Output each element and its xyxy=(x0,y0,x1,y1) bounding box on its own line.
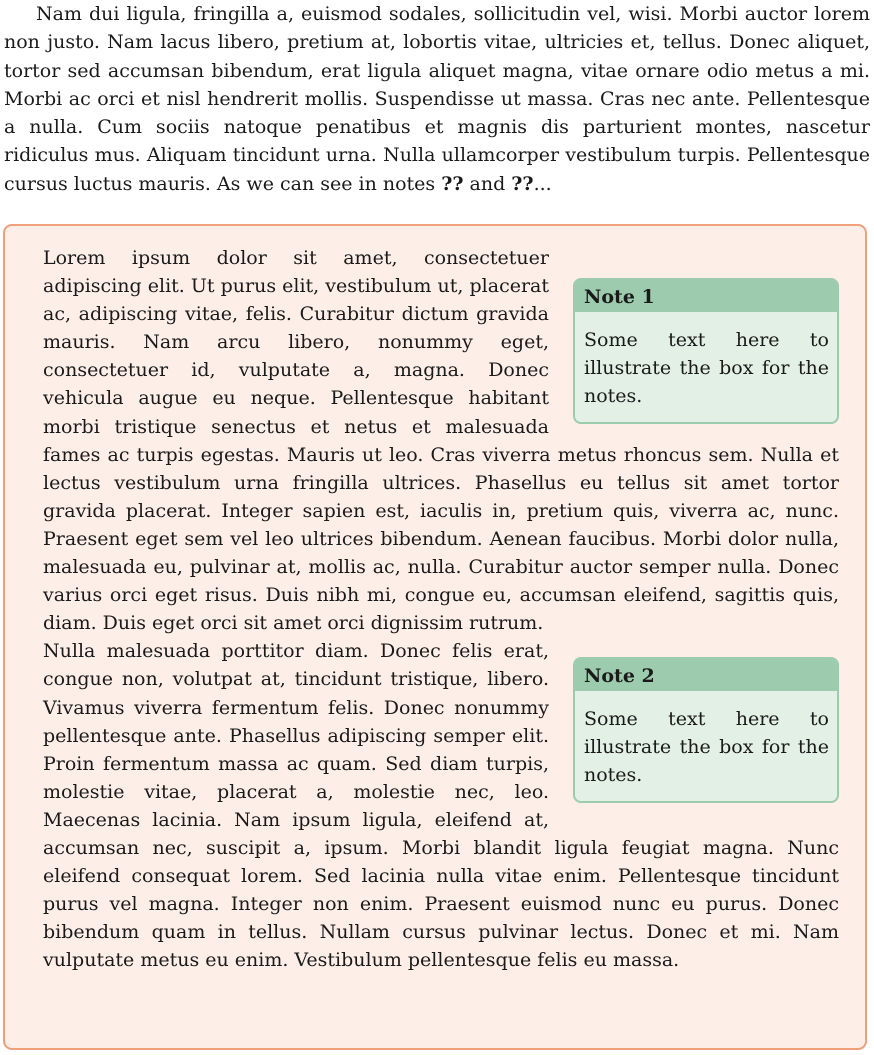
note-reference-2[interactable]: ?? xyxy=(511,172,534,195)
note-box-1 xyxy=(573,278,839,424)
highlight-box-content xyxy=(43,244,839,974)
note-title-2: Note 2 xyxy=(575,659,837,691)
highlight-box xyxy=(3,224,867,1050)
intro-text: Nam dui ligula, fringilla a, euismod sodales, sollicitudin vel, wisi. Morbi auctor lorem non justo. Nam lacus libero, pretium at, lobortis vitae, ultricies et, tellus. Donec aliquet, tortor sed accumsan bibendum, erat ligula aliquet magna, vitae ornare odio metus a mi. Morbi ac orci et nisl hendrerit mollis. Suspendisse ut massa. Cras nec ante. Pellentesque a nulla. Cum sociis natoque penatibus et magnis dis parturient montes, nascetur ridiculus mus. Aliquam tincidunt urna. Nulla ullamcorper vestibulum turpis. Pellentesque cursus luctus mauris. As we can see in notes xyxy=(4,3,870,195)
note-reference-1[interactable]: ?? xyxy=(441,172,464,195)
intro-paragraph xyxy=(4,0,870,198)
intro-conjunction: and xyxy=(463,172,512,195)
note-title-1: Note 1 xyxy=(575,280,837,312)
note-box-2 xyxy=(573,657,839,803)
intro-ellipsis: ... xyxy=(533,172,552,195)
box-paragraph-1: Lorem ipsum dolor sit amet, consectetuer adipiscing elit. Ut purus elit, vestibulum ut, placerat ac, adipiscing vitae, felis. Curabitur dictum gravida mauris. Nam arcu libero, nonummy eget, consectetuer id, vulputate a, magna. Donec vehicula augue eu neque. Pellentesque habitant morbi tristique senectus et netus et malesuada fames ac turpis egestas. Mauris ut leo. Cras viverra metus rhoncus sem. Nulla et lectus vestibulum urna fringilla ultrices. Phasellus eu tellus sit amet tortor gravida placerat. Integer sapien est, iaculis in, pretium quis, viverra ac, nunc. Praesent eget sem vel leo ultrices bibendum. Aenean faucibus. Morbi dolor nulla, malesuada eu, pulvinar at, mollis ac, nulla. Curabitur auctor semper nulla. Donec varius orci eget risus. Duis nibh mi, congue eu, accumsan eleifend, sagittis quis, diam. Duis eget orci sit amet orci dignissim rutrum. xyxy=(43,247,839,635)
note-body-2: Some text here to illustrate the box for the notes. xyxy=(584,708,829,787)
note-body-1: Some text here to illustrate the box for the notes. xyxy=(584,329,829,407)
box-paragraph-2: Nulla malesuada porttitor diam. Donec felis erat, congue non, volutpat at, tincidunt tristique, libero. Vivamus viverra fermentum felis. Donec nonummy pellentesque ante. Phasellus adipiscing semper elit. Proin fermentum massa ac quam. Sed diam turpis, molestie vitae, placerat a, molestie nec, leo. Maecenas lacinia. Nam ipsum ligula, eleifend at, accumsan nec, suscipit a, ipsum. Morbi blandit ligula feugiat magna. Nunc eleifend consequat lorem. Sed lacinia nulla vitae enim. Pellentesque tincidunt purus vel magna. Integer non enim. Praesent euismod nunc eu purus. Donec bibendum quam in tellus. Nullam cursus pulvinar lectus. Donec et mi. Nam vulputate metus eu enim. Vestibulum pellentesque felis eu massa. xyxy=(43,640,839,972)
